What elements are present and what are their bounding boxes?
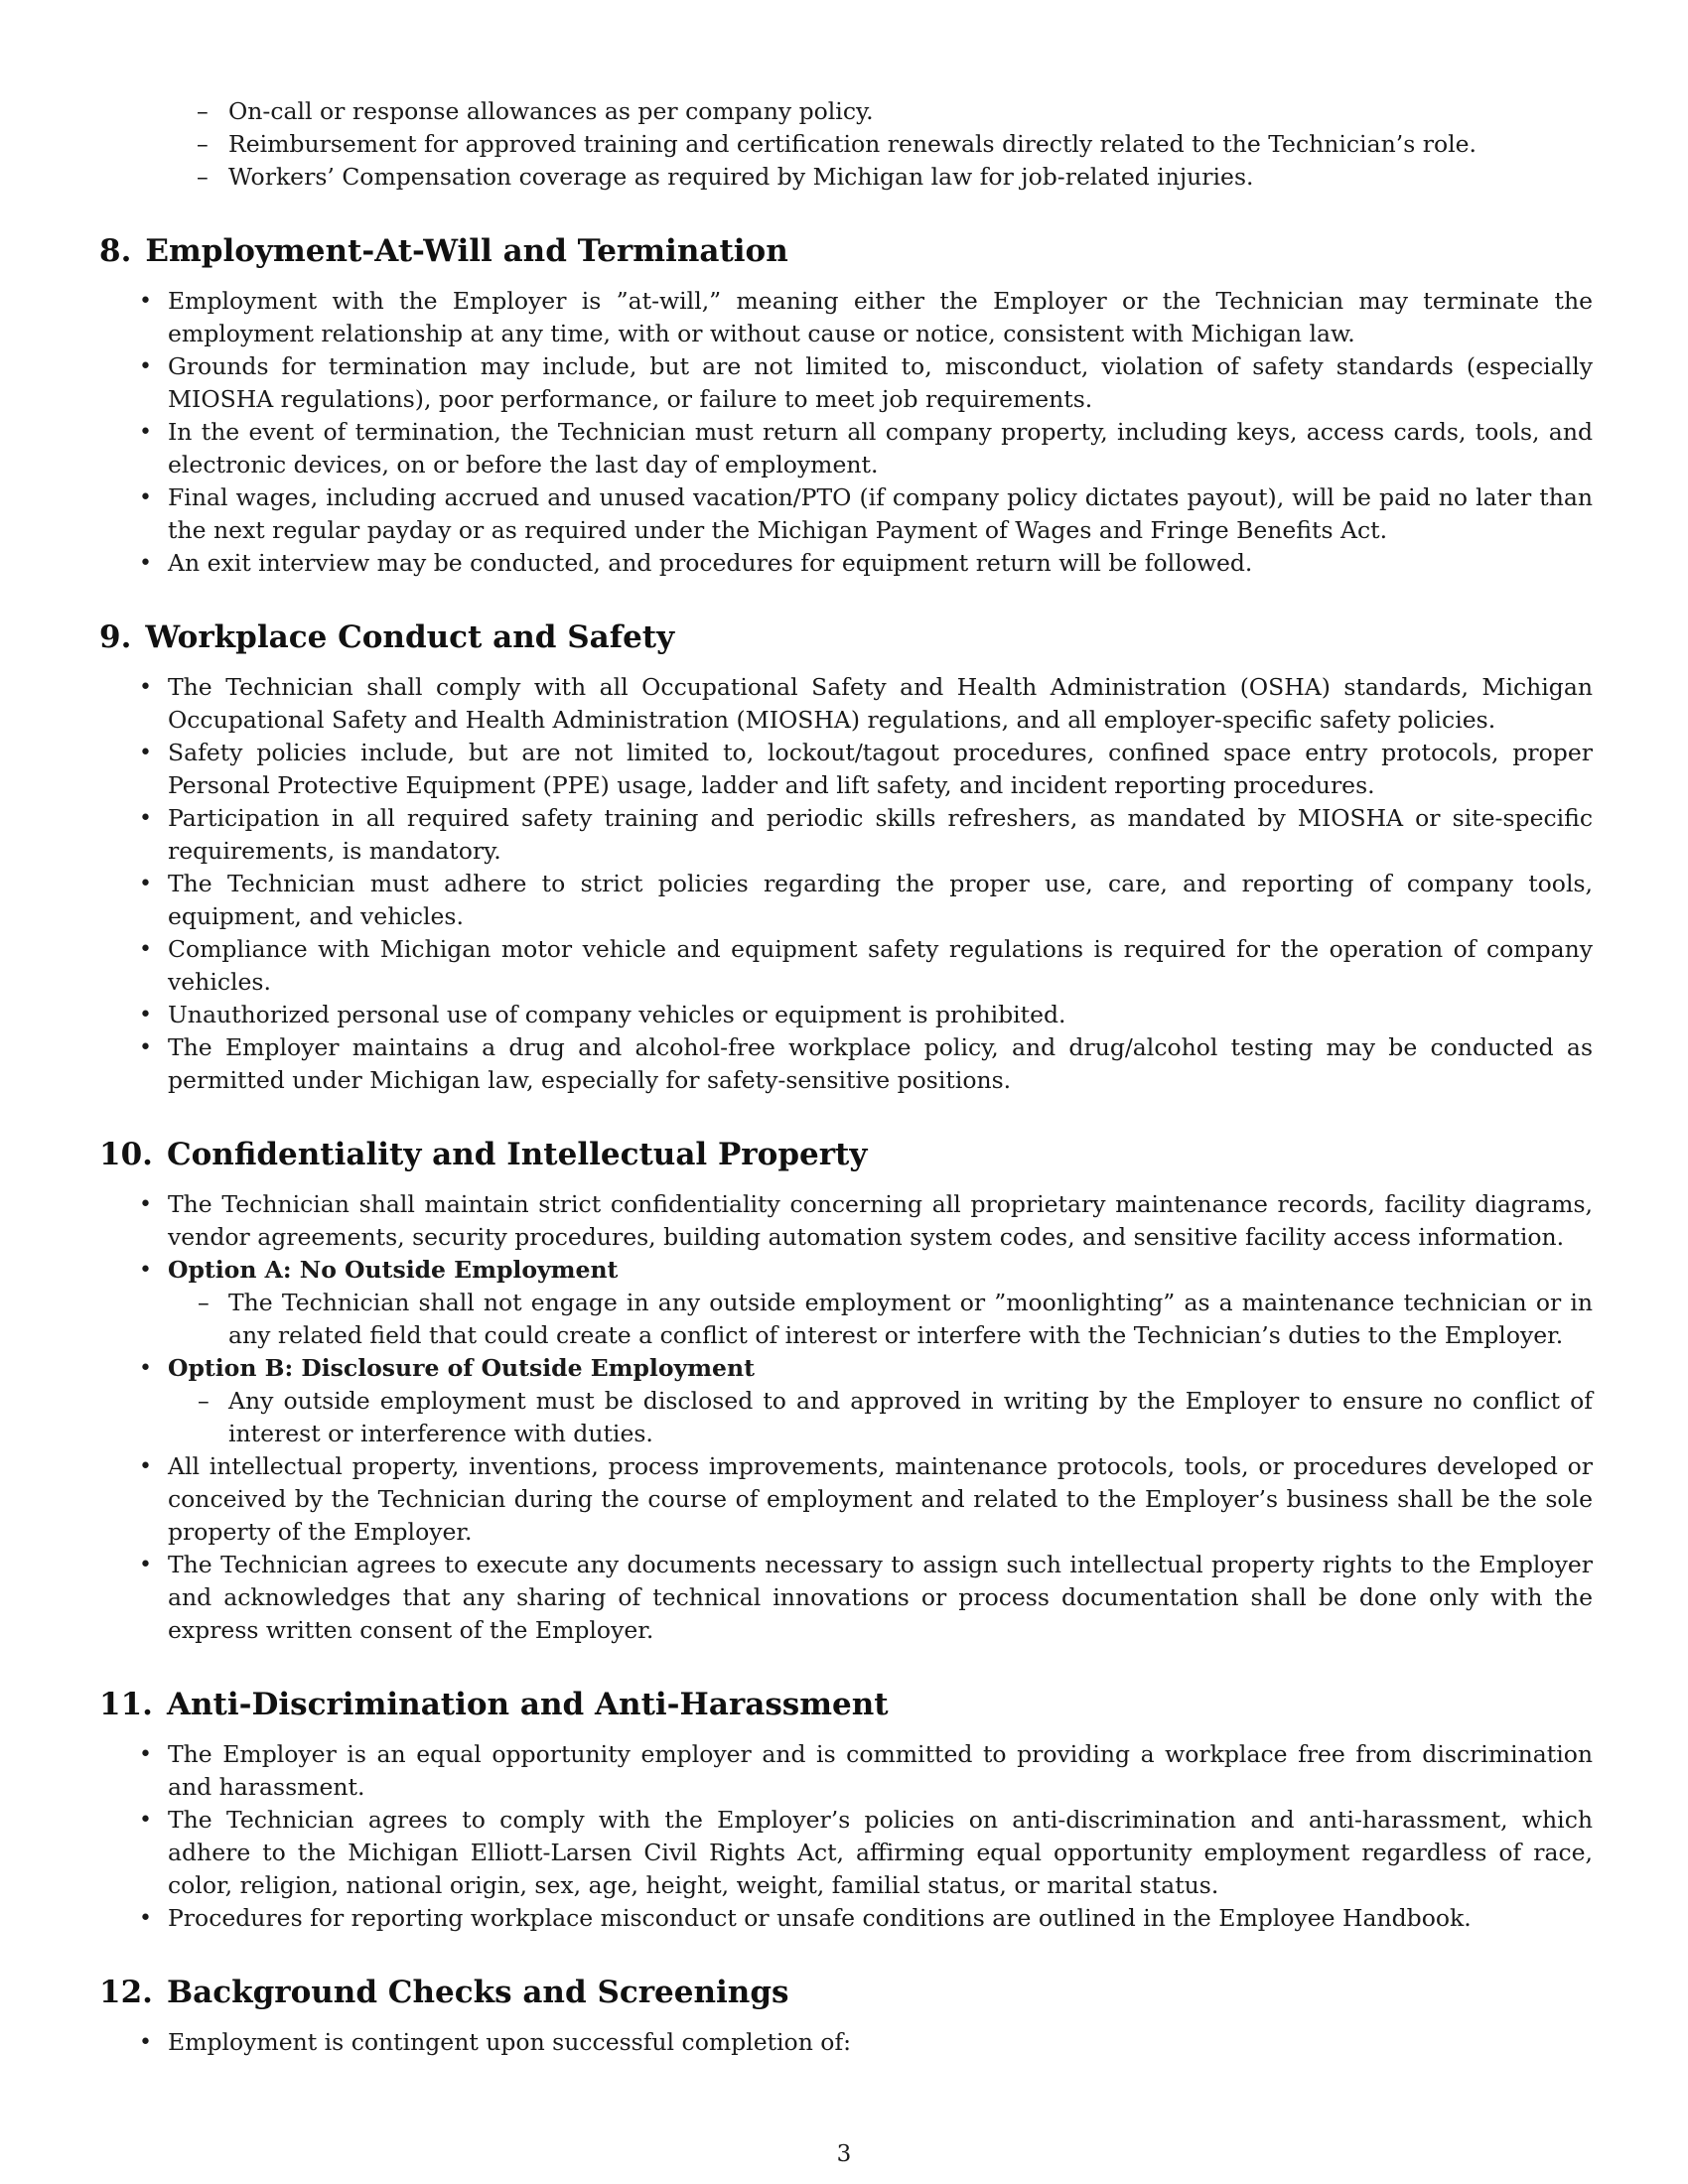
list-item: • The Technician must adhere to strict policies regarding the proper use, care, and reporting of company tools, equipment, and vehicles. bbox=[99, 868, 1593, 933]
list-item: – Workers’ Compensation coverage as required by Michigan law for job-related injuries. bbox=[99, 161, 1593, 194]
section-number: 10. bbox=[99, 1137, 153, 1172]
section-list bbox=[99, 2026, 1593, 2059]
list-item: • Employment with the Employer is ”at-will,” meaning either the Employer or the Technician may terminate the employment relationship at any time, with or without cause or notice, consistent with Michigan law. bbox=[99, 285, 1593, 350]
section-title: Confidentiality and Intellectual Property bbox=[166, 1137, 868, 1172]
list-item: – On-call or response allowances as per company policy. bbox=[99, 95, 1593, 128]
option-a-title: • Option A: No Outside Employment bbox=[168, 1256, 619, 1284]
section-list bbox=[99, 1738, 1593, 1935]
list-item: • The Employer is an equal opportunity employer and is committed to providing a workplace free from discrimination and harassment. bbox=[99, 1738, 1593, 1804]
section-heading bbox=[99, 1973, 1593, 2012]
list-item: • In the event of termination, the Technician must return all company property, including keys, access cards, tools, and electronic devices, on or before the last day of employment. bbox=[99, 416, 1593, 481]
section-number: 8. bbox=[99, 233, 132, 269]
section-number: 9. bbox=[99, 619, 132, 655]
section-list bbox=[99, 285, 1593, 580]
option-b-item bbox=[99, 1352, 1593, 1450]
list-item: • The Technician shall comply with all Occupational Safety and Health Administration (OSHA) standards, Michigan Occupational Safety and Health Administration (MIOSHA) regulations, and all employer-specific safety policies. bbox=[99, 671, 1593, 737]
option-a-item bbox=[99, 1254, 1593, 1352]
list-item: • An exit interview may be conducted, and procedures for equipment return will be followed. bbox=[99, 547, 1593, 580]
section-title: Workplace Conduct and Safety bbox=[145, 619, 675, 655]
section-11 bbox=[99, 1685, 1593, 1935]
list-item: • The Technician shall maintain strict confidentiality concerning all proprietary maintenance records, facility diagrams, vendor agreements, security procedures, building automation system codes, and sensitive facility access information. bbox=[99, 1188, 1593, 1254]
list-item: – Any outside employment must be disclosed to and approved in writing by the Employer to ensure no conflict of interest or interference with duties. bbox=[168, 1385, 1593, 1450]
section-12 bbox=[99, 1973, 1593, 2059]
document-page bbox=[99, 95, 1593, 2059]
section-heading bbox=[99, 617, 1593, 657]
list-item: • The Technician agrees to execute any documents necessary to assign such intellectual property rights to the Employer and acknowledges that any sharing of technical innovations or process documentation shall be done only with the express written consent of the Employer. bbox=[99, 1549, 1593, 1647]
page-number: 3 bbox=[836, 2141, 852, 2167]
list-item: • The Employer maintains a drug and alcohol-free workplace policy, and drug/alcohol testing may be conducted as permitted under Michigan law, especially for safety-sensitive positions. bbox=[99, 1031, 1593, 1097]
option-b-title: • Option B: Disclosure of Outside Employment bbox=[168, 1354, 755, 1382]
section-8 bbox=[99, 231, 1593, 580]
list-item: • Procedures for reporting workplace misconduct or unsafe conditions are outlined in the Employee Handbook. bbox=[99, 1902, 1593, 1935]
section-heading bbox=[99, 231, 1593, 271]
list-item: – The Technician shall not engage in any outside employment or ”moonlighting” as a maintenance technician or in any related field that could create a conflict of interest or interfere with the Technician’s duties to the Employer. bbox=[168, 1287, 1593, 1352]
section-10 bbox=[99, 1135, 1593, 1647]
section-9 bbox=[99, 617, 1593, 1097]
section-list bbox=[99, 1188, 1593, 1647]
section-list bbox=[99, 671, 1593, 1097]
list-item: • Participation in all required safety training and periodic skills refreshers, as mandated by MIOSHA or site-specific requirements, is mandatory. bbox=[99, 802, 1593, 868]
section-title: Background Checks and Screenings bbox=[166, 1975, 789, 2010]
continued-benefits-list bbox=[99, 95, 1593, 194]
list-item: – Reimbursement for approved training and certification renewals directly related to the Technician’s role. bbox=[99, 128, 1593, 161]
list-item: • Safety policies include, but are not limited to, lockout/tagout procedures, confined space entry protocols, proper Personal Protective Equipment (PPE) usage, ladder and lift safety, and incident reporting procedures. bbox=[99, 737, 1593, 802]
list-item: • Compliance with Michigan motor vehicle and equipment safety regulations is required for the operation of company vehicles. bbox=[99, 933, 1593, 999]
list-item: • Unauthorized personal use of company vehicles or equipment is prohibited. bbox=[99, 999, 1593, 1031]
list-item: • Grounds for termination may include, but are not limited to, misconduct, violation of safety standards (especially MIOSHA regulations), poor performance, or failure to meet job requirements. bbox=[99, 350, 1593, 416]
section-heading bbox=[99, 1135, 1593, 1174]
list-item: • Final wages, including accrued and unused vacation/PTO (if company policy dictates payout), will be paid no later than the next regular payday or as required under the Michigan Payment of Wages and Fringe Benefits Act. bbox=[99, 481, 1593, 547]
section-number: 12. bbox=[99, 1975, 153, 2010]
section-title: Employment-At-Will and Termination bbox=[145, 233, 788, 269]
list-item: • The Technician agrees to comply with the Employer’s policies on anti-discrimination and anti-harassment, which adhere to the Michigan Elliott-Larsen Civil Rights Act, affirming equal opportunity employment regardless of race, color, religion, national origin, sex, age, height, weight, familial status, or marital status. bbox=[99, 1804, 1593, 1902]
list-item: • All intellectual property, inventions, process improvements, maintenance protocols, tools, or procedures developed or conceived by the Technician during the course of employment and related to the Employer’s business shall be the sole property of the Employer. bbox=[99, 1450, 1593, 1549]
section-title: Anti-Discrimination and Anti-Harassment bbox=[166, 1687, 889, 1722]
section-heading bbox=[99, 1685, 1593, 1724]
list-item: • Employment is contingent upon successful completion of: bbox=[99, 2026, 1593, 2059]
section-number: 11. bbox=[99, 1687, 153, 1722]
